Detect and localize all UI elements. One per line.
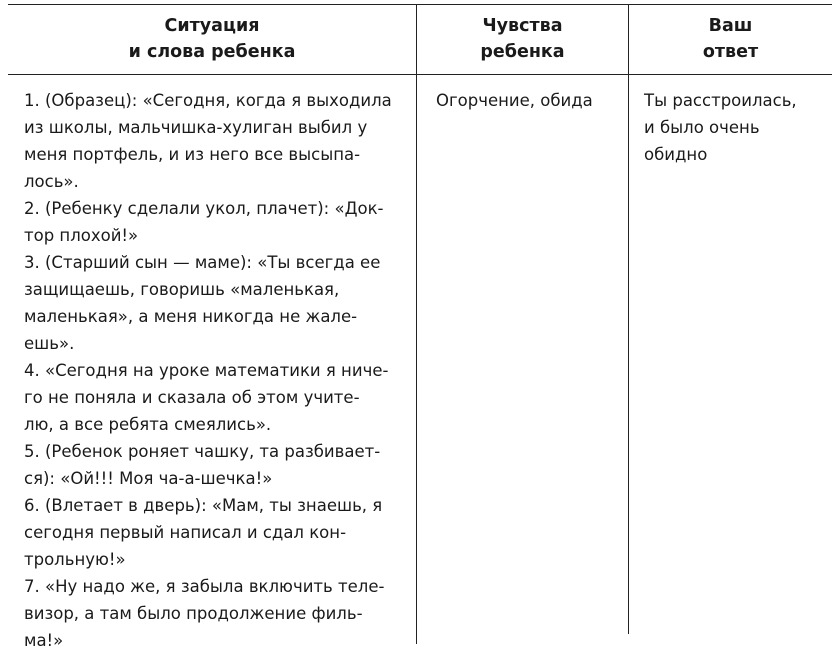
situation-number: 2. <box>24 199 40 218</box>
situation-line <box>24 303 404 330</box>
situation-line <box>24 411 404 438</box>
header-situation-line1: Ситуация <box>164 16 260 36</box>
situation-line <box>24 249 404 276</box>
situation-line <box>24 141 404 168</box>
situation-line <box>24 627 404 648</box>
header-situation <box>8 13 416 65</box>
situation-text: ся): «Ой!!! Моя ча-а-шечка!» <box>24 469 273 488</box>
header-answer <box>629 13 832 65</box>
situation-text: (Ребенок роняет чашку, та разбивает- <box>45 442 381 461</box>
situation-line <box>24 195 404 222</box>
situation-text: «Ну надо же, я забыла включить теле- <box>45 577 385 596</box>
answer-example-line-3: обидно <box>644 145 708 164</box>
situation-text: ма!» <box>24 631 64 648</box>
table-top-rule <box>8 4 832 5</box>
answer-column <box>644 87 824 168</box>
situation-text: (Ребенку сделали укол, плачет): «Док- <box>45 199 384 218</box>
situations-column <box>24 87 404 648</box>
situation-text: го не поняла и сказала об этом учите- <box>24 388 360 407</box>
situation-line <box>24 573 404 600</box>
situation-line <box>24 276 404 303</box>
situation-text: (Старший сын — маме): «Ты всегда ее <box>45 253 381 272</box>
header-situation-line2: и слова ребенка <box>128 42 296 62</box>
situation-line <box>24 465 404 492</box>
situation-text: сегодня первый написал и сдал кон- <box>24 523 347 542</box>
situation-text: ешь». <box>24 334 75 353</box>
situation-item <box>24 87 404 195</box>
situation-line <box>24 546 404 573</box>
header-feelings <box>417 13 628 65</box>
situation-line <box>24 519 404 546</box>
feelings-column <box>436 87 626 114</box>
column-divider-1 <box>416 4 417 644</box>
situation-item <box>24 438 404 492</box>
situation-number: 4. <box>24 361 40 380</box>
answer-example-line-2: и было очень <box>644 118 760 137</box>
situation-text: защищаешь, говоришь «маленькая, <box>24 280 340 299</box>
situation-line <box>24 330 404 357</box>
situation-text: лю, а все ребята смеялись». <box>24 415 272 434</box>
situation-item <box>24 357 404 438</box>
answer-example-line-1: Ты расстроилась, <box>644 91 797 110</box>
situation-number: 3. <box>24 253 40 272</box>
situation-line <box>24 357 404 384</box>
situation-number: 1. <box>24 91 40 110</box>
situation-line <box>24 168 404 195</box>
situation-line <box>24 600 404 627</box>
header-answer-line2: ответ <box>702 42 759 62</box>
situation-line <box>24 492 404 519</box>
situation-item <box>24 195 404 249</box>
header-bottom-rule <box>8 74 832 75</box>
situation-item <box>24 249 404 357</box>
header-answer-line1: Ваш <box>708 16 753 36</box>
situation-text: маленькая», а меня никогда не жале- <box>24 307 358 326</box>
exercise-table <box>8 4 832 648</box>
situation-text: меня портфель, и из него все высыпа- <box>24 145 361 164</box>
situation-text: тор плохой!» <box>24 226 139 245</box>
situation-line <box>24 114 404 141</box>
situation-number: 6. <box>24 496 40 515</box>
situation-text: лось». <box>24 172 79 191</box>
situation-line <box>24 87 404 114</box>
situation-item <box>24 573 404 648</box>
situation-line <box>24 222 404 249</box>
header-feelings-line1: Чувства <box>482 16 563 36</box>
feelings-example: Огорчение, обида <box>436 91 593 110</box>
situation-text: «Сегодня на уроке математики я ниче- <box>45 361 389 380</box>
situation-item <box>24 492 404 573</box>
situation-number: 7. <box>24 577 40 596</box>
situation-text: трольную!» <box>24 550 126 569</box>
column-divider-2 <box>628 4 629 634</box>
situation-line <box>24 438 404 465</box>
situation-text: из школы, мальчишка-хулиган выбил у <box>24 118 368 137</box>
header-feelings-line2: ребенка <box>480 42 565 62</box>
situation-line <box>24 384 404 411</box>
situation-text: (Образец): «Сегодня, когда я выходила <box>45 91 392 110</box>
situation-text: (Влетает в дверь): «Мам, ты знаешь, я <box>45 496 383 515</box>
situation-number: 5. <box>24 442 40 461</box>
situation-text: визор, а там было продолжение филь- <box>24 604 363 623</box>
